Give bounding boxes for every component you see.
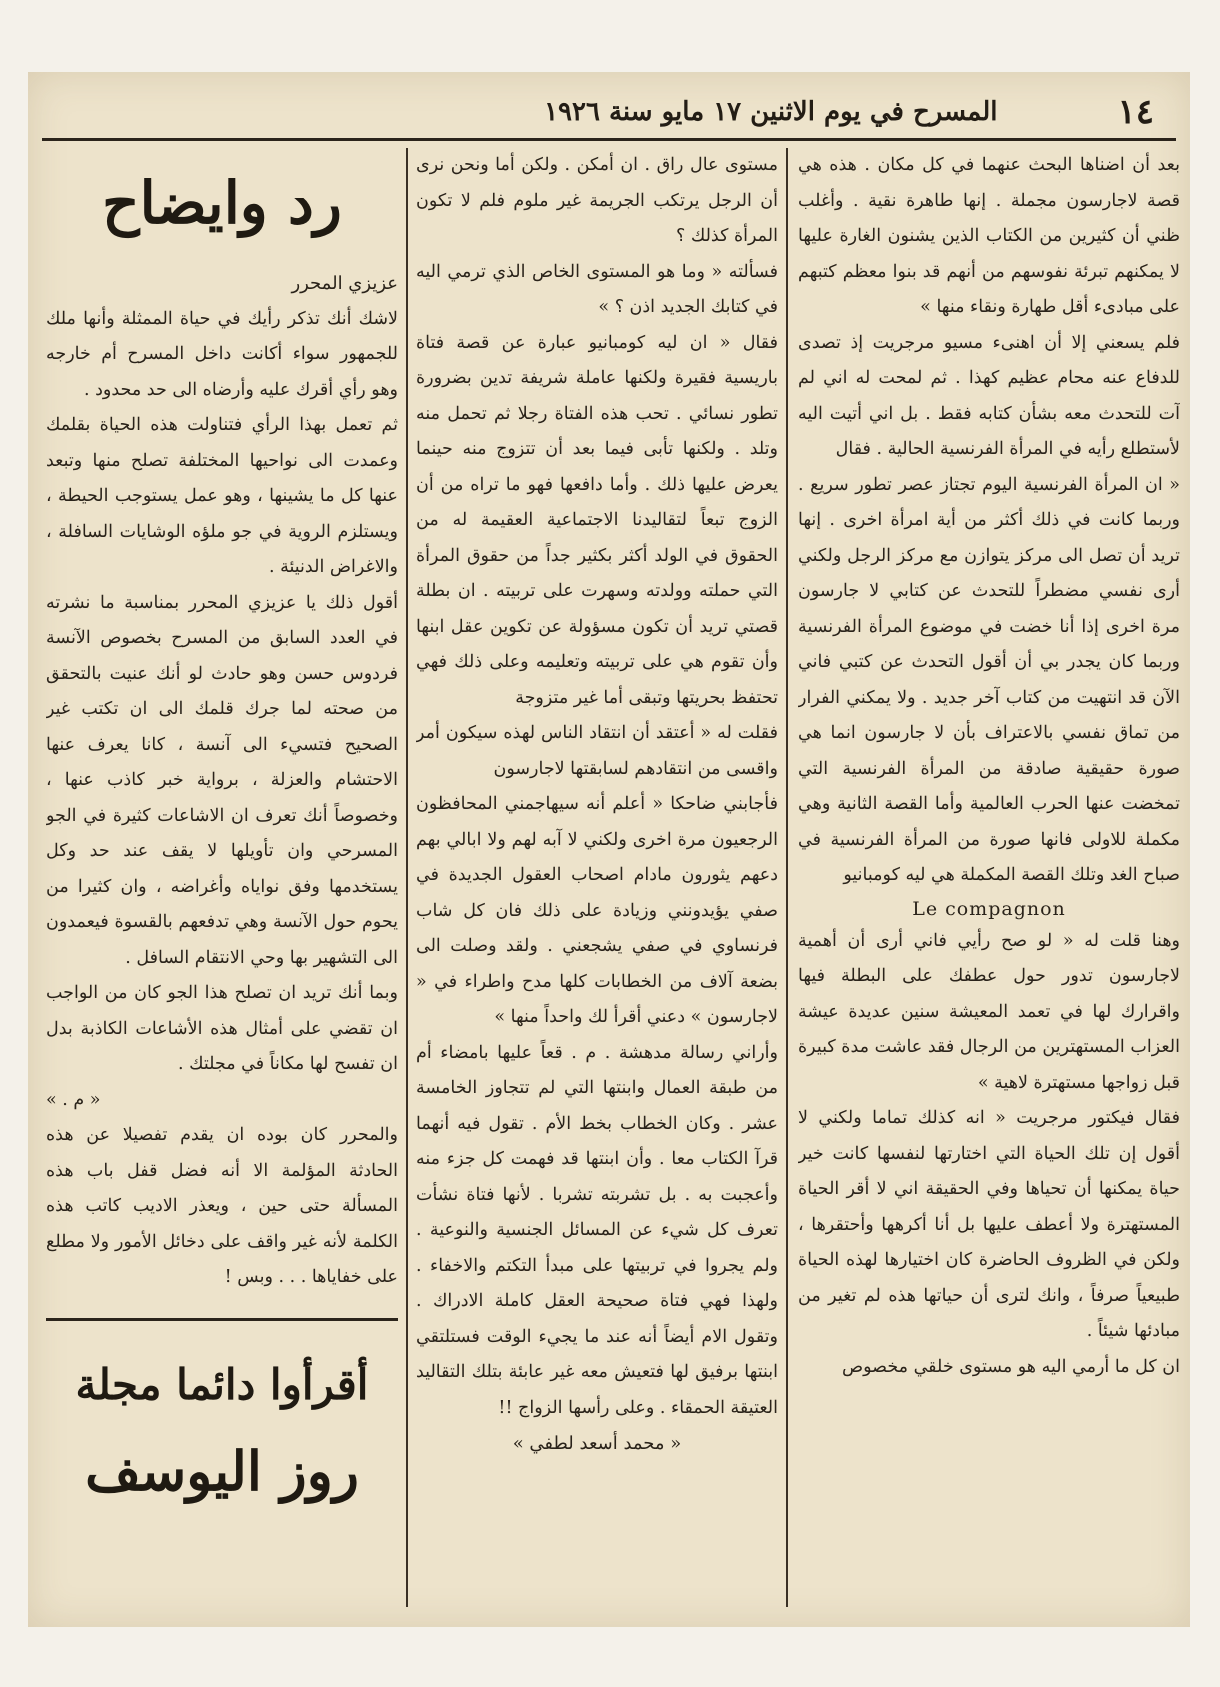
column-left bbox=[46, 148, 398, 1609]
page-header bbox=[42, 86, 1176, 141]
magazine-advert bbox=[46, 1318, 398, 1519]
author-signature: « محمد أسعد لطفي » bbox=[512, 1433, 682, 1454]
paragraph: « ان المرأة الفرنسية اليوم تجتاز عصر تطور سريع . وربما كانت في ذلك أكثر من أية امرأة اخرى . إنها تريد أن تصل الى مركز يتوازن مع مركز الرجل ولكني أرى نفسي مضطراً للتحدث عن كتابي لا جارسون مرة اخرى إذا أنا خضت في موضوع المرأة الفرنسية وربما كان يجدر بي أن أقول التحدث عن كتبي فاني الآن قد انتهيت من كتاب آخر جديد . ولا يمكني الفرار من تماق نفسي بالاعتراف بأن لا جارسون انما هي صورة حقيقية صادقة من المرأة الفرنسية التي تمخضت عنها الحرب العالمية وأما القصة الثانية وهي مكملة للاولى فانها صورة من المرأة الفرنسية في صباح الغد وتلك القصة المكملة هي ليه كومبانيو bbox=[798, 474, 1180, 885]
paragraph: ثم تعمل بهذا الرأي فتناولت هذه الحياة بقلمك وعمدت الى نواحيها المختلفة تصلح منها وتبعد عنها كل ما يشينها ، وهو عمل يستوجب الحيطة ، ويستلزم الروية في جو ملؤه الوشايات السافلة ، والاغراض الدنيئة . bbox=[46, 415, 398, 577]
paragraph: فسألته « وما هو المستوى الخاص الذي ترمي اليه في كتابك الجديد اذن ؟ » bbox=[416, 261, 778, 317]
issue-title: المسرح في يوم الاثنين ١٧ مايو سنة ١٩٢٦ bbox=[544, 97, 998, 127]
newspaper-page bbox=[28, 72, 1190, 1627]
paragraph: وبما أنك تريد ان تصلح هذا الجو كان من الواجب ان تقضي على أمثال هذه الأشاعات الكاذبة بدل ان تفسح لها مكاناً في مجلتك . bbox=[46, 983, 398, 1074]
paragraph: مستوى عال راق . ان أمكن . ولكن أما ونحن نرى أن الرجل يرتكب الجريمة غير ملوم فلم لا تكون المرأة كذلك ؟ bbox=[416, 155, 778, 246]
column-divider bbox=[406, 148, 408, 1607]
advert-slogan: أقرأوا دائما مجلة bbox=[75, 1359, 369, 1409]
letter-initials: « م . » bbox=[46, 1089, 101, 1110]
column-right bbox=[798, 148, 1180, 1609]
paragraph: ان كل ما أرمي اليه هو مستوى خلقي مخصوص bbox=[841, 1356, 1180, 1377]
paragraph: وهنا قلت له « لو صح رأيي فاني أرى أن أهمية لاجارسون تدور حول عطفك على البطلة فيها واقرارك لها في تعمد المعيشة سنين عديدة عيشة العزاب المستهترين من الرجال فقد عاشت مدة كبيرة قبل زواجها مستهترة لاهية » bbox=[798, 930, 1180, 1093]
paragraph: لاشك أنك تذكر رأيك في حياة الممثلة وأنها ملك للجمهور سواء أكانت داخل المسرح أم خارجه وهو رأي أقرك عليه وأرضاه الى حد محدود . bbox=[46, 308, 398, 400]
article-title: رد وايضاح bbox=[102, 169, 342, 237]
paragraph: فقال « ان ليه كومبانيو عبارة عن قصة فتاة باريسية فقيرة ولكنها عاملة شريفة تدين بضرورة تطور نسائي . تحب هذه الفتاة رجلا ثم تحمل منه وتلد . ولكنها تأبى فيما بعد أن تتزوج منه حينما يعرض عليها ذلك . وأما دافعها فهو ما تراه من أن الزوج تبعاً لتقاليدنا الاجتماعية العقيمة له من الحقوق في الولد أكثر بكثير جداً من حقوق المرأة التي حملته وولدته وسهرت على تربيته . ان بطلة قصتي تريد أن تكون مسؤولة عن تكوين عقل ابنها وأن تقوم هي على تربيته وتعليمه وعلى ذلك فهي تحتفظ بحريتها وتبقى أما غير متزوجة bbox=[416, 332, 778, 708]
paragraph: فقلت له « أعتقد أن انتقاد الناس لهذه سيكون أمر واقسى من انتقادهم لسابقتها لاجارسون bbox=[416, 723, 778, 779]
editor-note: والمحرر كان بوده ان يقدم تفصيلا عن هذه الحادثة المؤلمة الا أنه فضل قفل باب هذه المسألة حتى حين ، ويعذر الاديب كاتب هذه الكلمة لأنه غير واقف على دخائل الأمور ولا مطلع على خفاياها . . . وبس ! bbox=[46, 1125, 398, 1287]
page-number: ١٤ bbox=[1117, 92, 1154, 132]
column-middle bbox=[416, 148, 778, 1609]
paragraph: وأراني رسالة مدهشة . م . قعاً عليها بامضاء أم من طبقة العمال وابنتها التي لم تتجاوز الخامسة عشر . وكان الخطاب بخط الأم . تقول فيه أنهما قرآ الكتاب معا . وأن ابنتها قد فهمت كل جزء منه وأعجبت به . بل تشربته تشربا . لأنها فتاة نشأت تعرف كل شيء عن المسائل الجنسية والنوعية . ولم يجروا في تربيتها على مبدأ التكتم والاخفاء . ولهذا فهي فتاة صحيحة العقل كاملة الادراك . وتقول الام أيضاً أنه عند ما يجيء الوقت فستلتقي ابنتها برفيق لها فتعيش معه غير عابئة بتلك التقاليد العتيقة الحمقاء . وعلى رأسها الزواج !! bbox=[416, 1042, 778, 1418]
paragraph: بعد أن اضناها البحث عنهما في كل مكان . هذه هي قصة لاجارسون مجملة . إنها طاهرة نقية . وأغلب ظني أن كثيرين من الكتاب الذين يشنون الغارة عليها لا يمكنهم تبرئة نفوسهم من أنهم قد بنوا معظم كتبهم على مبادىء أقل طهارة ونقاء منها » bbox=[798, 155, 1180, 317]
paragraph: فأجابني ضاحكا « أعلم أنه سيهاجمني المحافظون الرجعيون مرة اخرى ولكني لا آبه لهم ولا ابالي بهم دعهم يثورون مادام اصحاب العقول الجديدة في صفي يؤيدونني وزيادة على ذلك فان كل شاب فرنساوي في صفي يشجعني . ولقد وصلت الى بضعة آلاف من الخطابات كلها مدح واطراء في « لاجارسون » دعني أقرأ لك واحداً منها » bbox=[416, 794, 778, 1027]
paragraph: فلم يسعني إلا أن اهنىء مسيو مرجريت إذ تصدى للدفاع عنه محام عظيم كهذا . ثم لمحت له اني لم آت للتحدث معه بشأن كتابه فقط . بل اني أتيت اليه لأستطلع رأيه في المرأة الفرنسية الحالية . فقال bbox=[798, 332, 1180, 459]
paragraph: أقول ذلك يا عزيزي المحرر بمناسبة ما نشرته في العدد السابق من المسرح بخصوص الآنسة فردوس حسن وهو حادث لو أنك عنيت بالتحقق من صحته لما جرك قلمك الى ان تكتب غير الصحيح فتسيء الى آنسة ، كانا يعرف عنها الاحتشام والعزلة ، برواية خبر كاذب عنها ، وخصوصاً أنك تعرف ان الاشاعات كثيرة في الجو المسرحي وان تأويلها لا يقف عند حد وكل يستخدمها وفق نواياه وأغراضه ، وان كثيرا من يحوم حول الآنسة وهي تدفعهم بالقسوة فيعمدون الى التشهير بها وحي الانتقام السافل . bbox=[46, 592, 398, 968]
paragraph: فقال فيكتور مرجريت « انه كذلك تماما ولكني لا أقول إن تلك الحياة التي اختارتها لنفسها كانت خير حياة يمكنها أن تحياها وفي الحقيقة اني لا أقر الحياة المستهترة ولا أعطف عليها بل أنا أكرهها وأحتقرها ، ولكن في الظروف الحاضرة كان اختيارها لهذه الحياة طبيعياً صرفاً ، وانك لترى أن حياتها هذه لم تغير من مبادئها شيئاً . bbox=[798, 1108, 1180, 1341]
column-divider bbox=[786, 148, 788, 1607]
advert-magazine-name: روز اليوسف bbox=[85, 1438, 359, 1503]
salutation: عزيزي المحرر bbox=[291, 273, 398, 294]
latin-title: Le compagnon bbox=[912, 897, 1066, 920]
